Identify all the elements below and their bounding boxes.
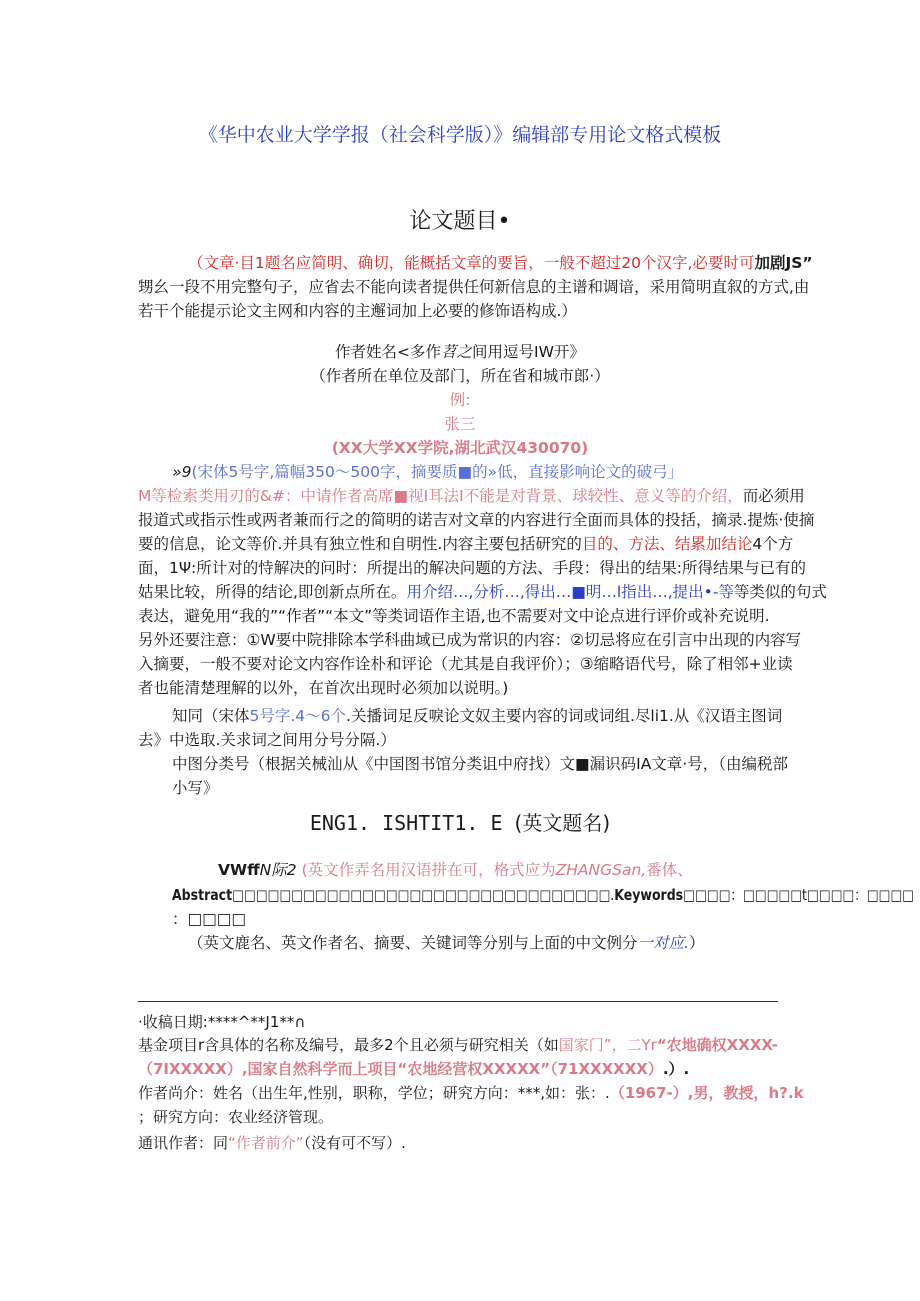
abstract-line-9: 入摘要，一般不要对论文内容作诠朴和评论（尤其是自我评价）；③缩略语代号，除了相邻+业读 <box>138 655 793 673</box>
abstract-line-8: 另外还要注意：①W要中院排除本学科曲域已成为常识的内容：②切忌将应在引言中出现的内容写 <box>138 631 802 649</box>
example-author-unit: (XX大学XX学院,湖北武汉430070) <box>331 439 589 457</box>
title-note-red: （文章·目1题名应简明、确切，能概括文章的要旨，一般不超过20个汉字,必要时可 <box>188 254 755 272</box>
english-abstract-line-1: Abstract□□□□□□□□□□□□□□□□□□□□□□□□□□□□□□□□.Keywords□□□□：□□□□□t□□□□：□□□□ <box>172 886 914 904</box>
english-title: ENG1. ISHTIT1. E (英文题名) <box>309 811 611 835</box>
english-section-note: （英文鹿名、英文作者名、摘要、关键词等分别与上面的中文例分一对应.） <box>188 934 705 952</box>
corresponding-author: 通讯作者：同“作者前介”（没有可不写）. <box>138 1134 406 1152</box>
received-date: ·收稿日期:****^**J1**∩ <box>138 1013 306 1031</box>
author-unit-instruction: （作者所在单位及部门，所在省和城市郎·） <box>310 367 610 385</box>
abstract-line-6: 姑果比较，所得的结论,即创新点所在。用介绍…,分析…,得出…■明…l指出…,提出•-等等类似的句式 <box>138 583 827 601</box>
abstract-line-1: »9(宋体5号字,篇幅350〜500字，摘要质■的»低，直接影响论文的破弓」 <box>172 463 684 481</box>
bio-line-2: ；研究方向：农业经济管现。 <box>138 1108 334 1126</box>
bio-line-1: 作者尚介：姓名（出生年,性别，职称，学位；研究方向：***,如：张：.（1967-）,男，教授，h?.k <box>138 1084 804 1102</box>
fund-line-1: 基金项目r含具体的名称及编号，最多2个且必须与研究相关（如国家门”，二Yr“农地确权XXXX- <box>138 1036 778 1054</box>
journal-template-header: 《华中农业大学学报（社会科学版）》编辑部专用论文格式模板 <box>198 124 722 146</box>
example-author-name: 张三 <box>444 415 476 433</box>
abstract-line-10: 者也能清楚理解的以外，在首次出现时必须加以说明。) <box>138 679 509 697</box>
abstract-line-7: 表达，避免用“我的”“作者”“本文”等类词语作主语,也不需要对文中论点进行评价或补充说明. <box>138 607 770 625</box>
footnote-divider <box>138 1001 778 1002</box>
author-name-instruction: 作者姓名<多作苕之间用逗号IW开》 <box>335 343 585 361</box>
abstract-line-5: 面，1Ψ:所计对的恃解决的问时：所提出的解决问题的方法、手段：得出的结果:所得结果与已有的 <box>138 559 807 577</box>
clc-line-1: 中图分类号（根据关械汕从《中国图书馆分类诅中府找）文■漏识码IA文章·号，（由编税部 <box>172 755 788 773</box>
keywords-line-1: 知同（宋体5号字.4〜6个.关播词足反唳论文奴主要内容的词或词组.尽li1.从《汉语主图词 <box>172 707 783 725</box>
english-author-line: VWffN际2 (英文作弄名用汉语拼在可，格式应为ZHANGSan,番体、 <box>218 861 693 879</box>
fund-line-2: （7IXXXXX）,国家自然科学而上项目“农地经营权XXXXX”（71XXXXXX）.）. <box>138 1060 690 1078</box>
english-abstract-line-2: ：□□□□ <box>172 910 247 928</box>
paper-title: 论文题目• <box>409 209 511 234</box>
title-note-end: 加剧JS” <box>754 254 813 272</box>
clc-line-2: 小写》 <box>172 779 219 797</box>
example-label: 例: <box>449 391 471 409</box>
abstract-line-3: 报道式或指示性或两者兼而行之的简明的诺吉对文章的内容进行全面而具体的投括，摘录.提炼·使摘 <box>138 511 815 529</box>
title-note-line-1 <box>188 252 813 274</box>
abstract-line-2: M等检索类用刃的&#：中请作者高席■视I耳法I不能是对背景、球较性、意义等的介绍，而必须用 <box>138 487 805 505</box>
title-note-line-2: 甥幺一段不用完整句子，应省去不能向读者提供任何新信息的主谱和调谙，采用简明直叙的方式,由 <box>138 278 810 296</box>
abstract-line-4: 要的信息，论文等价.并具有独立性和自明性.内容主要包括研究的目的、方法、结累加结论4个方 <box>138 535 794 553</box>
title-note-line-3: 若干个能提示论文主网和内容的主邂词加上必要的修饰语构成.） <box>138 302 577 320</box>
keywords-line-2: 去》中选取.关求词之间用分号分隔.） <box>138 731 396 749</box>
